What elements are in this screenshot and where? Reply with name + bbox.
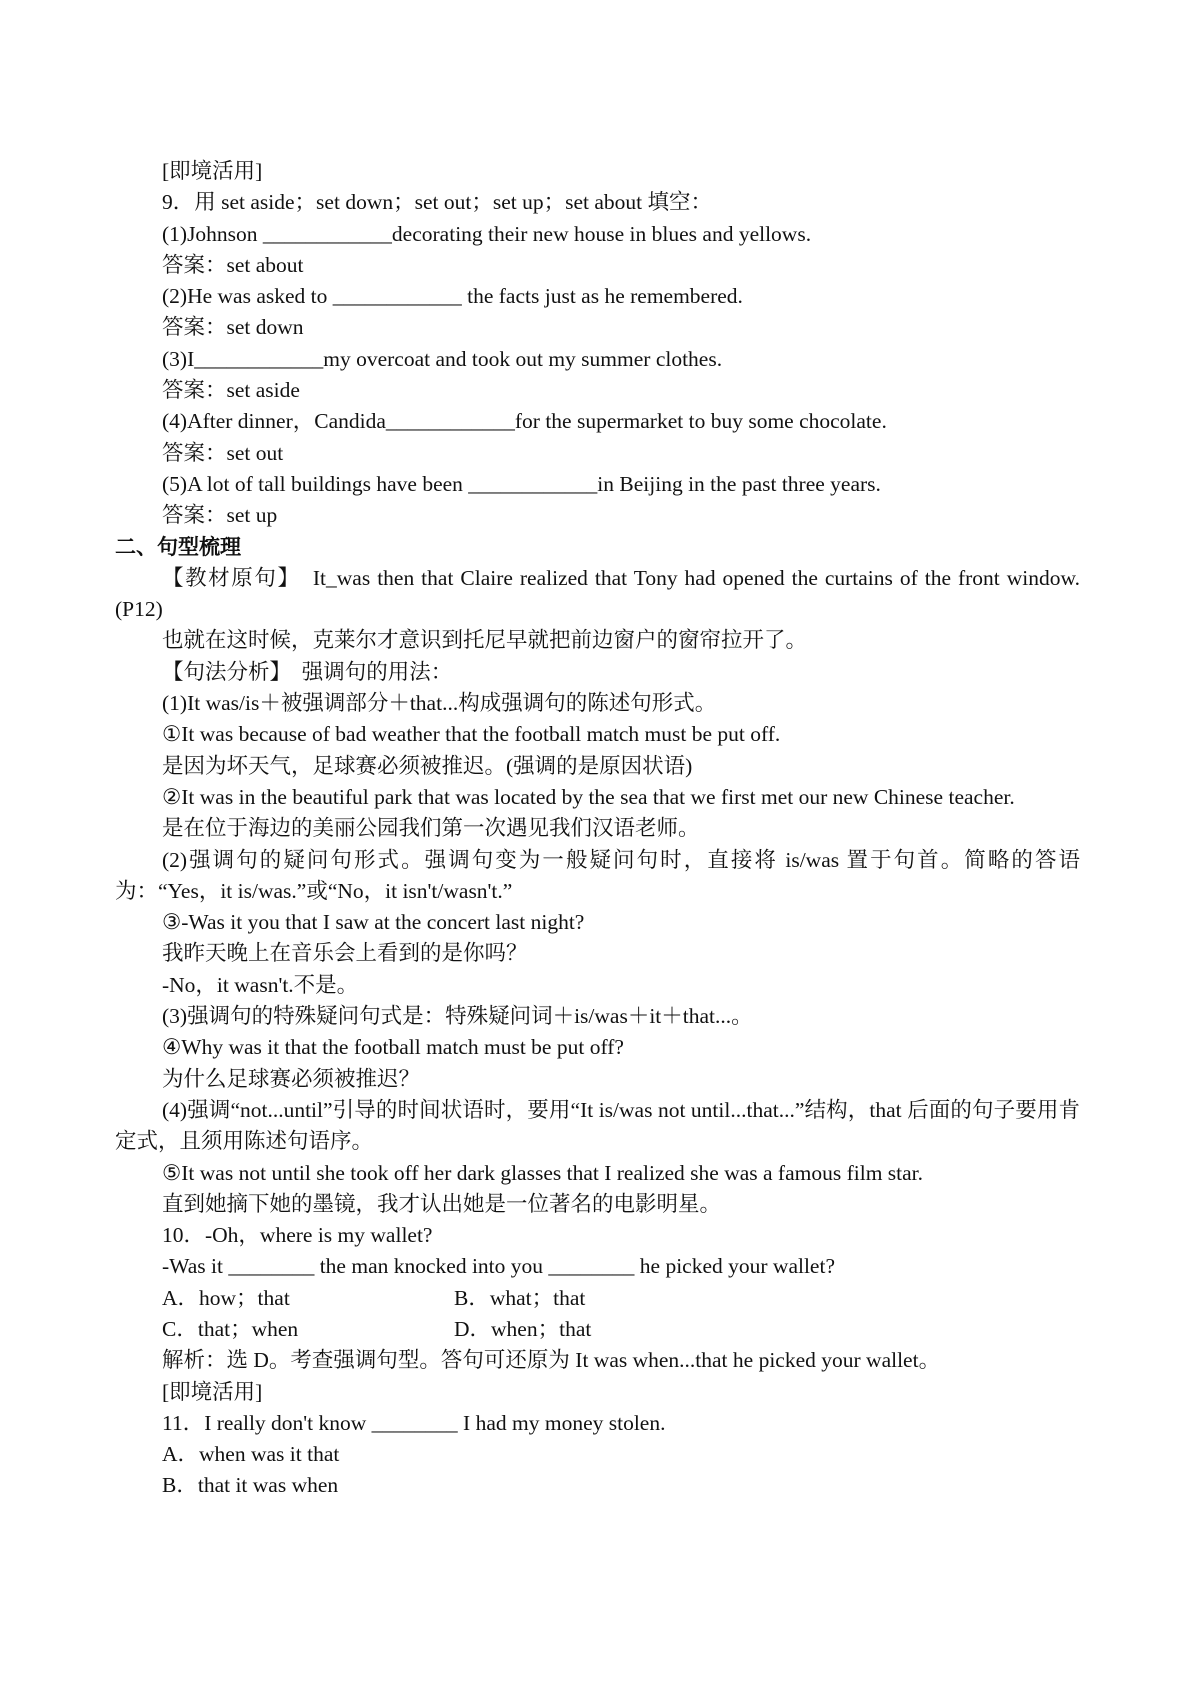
answer-9-2: 答案：set down [162,315,304,340]
example-4: ④Why was it that the football match must be put off? [162,1035,624,1060]
question-10-explanation: 解析：选 D。考查强调句型。答句可还原为 It was when...that he picked your wallet。 [162,1348,941,1373]
rule-3: (3)强调句的特殊疑问句式是：特殊疑问词＋is/was＋it＋that...。 [162,1004,753,1029]
question-9-5: (5)A lot of tall buildings have been ____________in Beijing in the past three years. [162,471,881,496]
syntax-analysis: 【句法分析】 强调句的用法： [162,659,453,684]
section-heading: 二、句型梳理 [115,534,241,559]
answer-9-5: 答案：set up [162,503,278,528]
question-11-option-b: B．that it was when [162,1473,339,1498]
example-3-translation: 我昨天晚上在音乐会上看到的是你吗？ [162,941,528,966]
question-11-option-a: A．when was it that [162,1442,340,1467]
question-10-option: D．when；that [454,1316,592,1341]
example-2-translation: 是在位于海边的美丽公园我们第一次遇见我们汉语老师。 [162,816,700,841]
answer-9-4: 答案：set out [162,440,284,465]
example-5-translation: 直到她摘下她的墨镜，我才认出她是一位著名的电影明星。 [162,1191,722,1216]
question-9-stem: 9．用 set aside；set down；set out；set up；set about 填空： [162,190,712,215]
answer-9-1: 答案：set about [162,252,304,277]
question-10-option: C．that；when [162,1316,299,1341]
document-body [115,156,1080,1502]
example-1-translation: 是因为坏天气，足球赛必须被推迟。(强调的是原因状语) [162,753,693,778]
question-9-4: (4)After dinner，Candida____________for the supermarket to buy some chocolate. [162,409,887,434]
rule-4: (4)强调“not...until”引导的时间状语时，要用“It is/was not until...that...”结构，that 后面的句子要用肯定式，且须用陈述句语序。 [115,1097,1080,1154]
example-2: ②It was in the beautiful park that was located by the sea that we first met our new Chinese teacher. [162,784,1015,809]
example-3: ③-Was it you that I saw at the concert last night? [162,910,585,935]
practice-label-2: [即境活用] [162,1379,263,1404]
example-4-translation: 为什么足球赛必须被推迟？ [162,1066,421,1091]
example-5: ⑤It was not until she took off her dark glasses that I realized she was a famous film star. [162,1160,924,1185]
question-9-1: (1)Johnson ____________decorating their new house in blues and yellows. [162,221,812,246]
question-11: 11．I really don't know ________ I had my money stolen. [162,1410,666,1435]
question-9-2: (2)He was asked to ____________ the facts just as he remembered. [162,284,743,309]
rule-2: (2)强调句的疑问句形式。强调句变为一般疑问句时，直接将 is/was 置于句首。简略的答语为：“Yes，it is/was.”或“No，it isn't/wasn't.” [115,847,1080,903]
textbook-original-sentence: 【教材原句】 It_was then that Claire realized that Tony had opened the curtains of the front window.(P12) [115,565,1080,622]
answer-9-3: 答案：set aside [162,378,300,403]
rule-1: (1)It was/is＋被强调部分＋that...构成强调句的陈述句形式。 [162,691,717,716]
question-9-3: (3)I____________my overcoat and took out my summer clothes. [162,346,723,371]
question-10-line-2: -Was it ________ the man knocked into you ________ he picked your wallet? [162,1254,835,1279]
textbook-translation: 也就在这时候，克莱尔才意识到托尼早就把前边窗户的窗帘拉开了。 [162,628,808,653]
question-10-options-row [115,1314,1080,1345]
practice-label: [即境活用] [162,159,263,183]
question-10-options-row [115,1283,1080,1314]
question-10-option: B．what；that [454,1285,586,1310]
question-10-option: A．how；that [162,1285,290,1310]
example-1: ①It was because of bad weather that the football match must be put off. [162,722,781,747]
example-3-answer: -No，it wasn't.不是。 [162,972,359,997]
question-10-line-1: 10．-Oh，where is my wallet? [162,1223,433,1248]
